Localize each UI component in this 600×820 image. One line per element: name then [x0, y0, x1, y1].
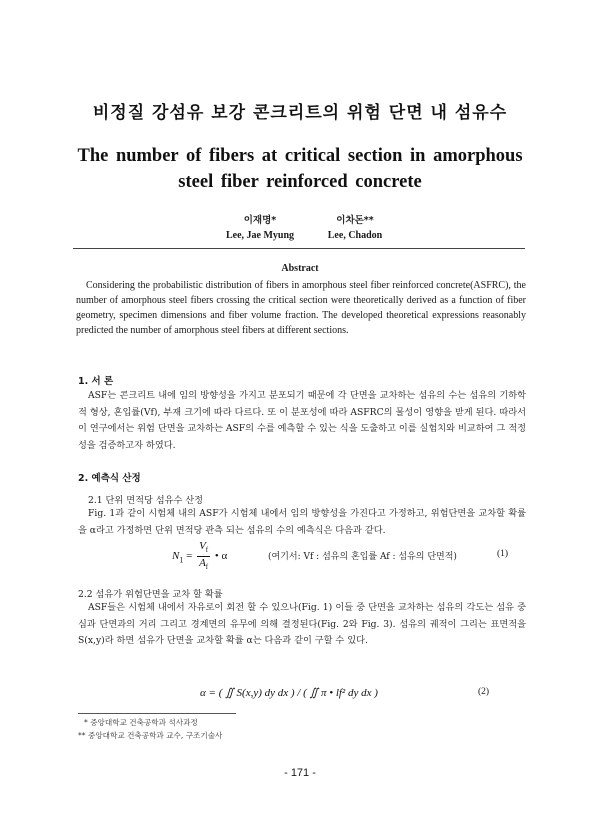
footnote-1: * 중앙대학교 건축공학과 석사과정: [84, 718, 198, 727]
eq1-numerator-sub: f: [205, 546, 209, 555]
eq1-lhs: N: [172, 550, 180, 563]
paper-title-korean: 비정질 강섬유 보강 콘크리트의 위험 단면 내 섬유수: [92, 103, 508, 123]
abstract-text: Considering the probabilistic distribution of fibers in amorphous steel fiber reinforced concrete(ASFRC), the number of amorphous steel fibers crossing the critical section were theoretically derived as a function of fiber geometry, specimen dimensions and fiber volume fraction. The developed theoretical expressions reasonably predicted the number of amorphous steel fibers at different sections.: [76, 280, 526, 336]
page-number: - 171 -: [284, 767, 316, 779]
equation-1-note: (여기서: Vf : 섬유의 혼입률 Af : 섬유의 단면적): [268, 552, 457, 562]
section-1-paragraph: ASF는 콘크리트 내에 임의 방향성을 가지고 분포되기 때문에 각 단면을 교차하는 섬유의 수는 섬유의 기하학적 형상, 혼입률(Vf), 부재 크기에 따라 다르다. 또 이 분포성에 따라 ASFRC의 물성이 영향을 받게 된다. 따라서 이 연구에서는 위험 단면을 교차하는 ASF의 수를 예측할 수 있는 식을 도출하고 이를 실험치와 비교하여 그 적정성을 검증하고자 하였다.: [78, 390, 526, 451]
abstract-heading: Abstract: [281, 263, 319, 274]
subsection-2-2-paragraph: ASF들은 시험체 내에서 자유로이 회전 할 수 있으나(Fig. 1) 이들 중 단면을 교차하는 섬유의 각도는 섬유 중심과 단면과의 거리 그리고 경계면의 유무에 의해 결정된다(Fig. 2와 Fig. 3). 섬유의 궤적이 그리는 표면적을 S(x,y)라 하면 섬유가 단면을 교차할 확률 α는 다음과 같이 구할 수 있다.: [78, 602, 526, 646]
author-2: [305, 212, 405, 241]
eq1-denominator: A: [199, 557, 206, 570]
eq1-lhs-sub: 1: [179, 555, 184, 565]
eq1-numerator: V: [199, 540, 206, 552]
equation-2: α = ( ∬ S(x,y) dy dx ) / ( ∬ π • lf² dy dx ): [200, 687, 378, 699]
eq1-rest: • α: [214, 550, 228, 563]
author-1-name-en: Lee, Jae Myung: [225, 230, 295, 241]
equation-1: $N_1$ = $\frac{V_f}{A_f}$ • α: [172, 540, 228, 572]
section-1-heading: 1. 서 론: [78, 376, 114, 387]
author-2-name-ko: 이차돈**: [336, 215, 374, 226]
eq1-denominator-sub: f: [205, 563, 209, 572]
author-2-name-en: Lee, Chadon: [327, 230, 383, 241]
subsection-2-1-heading: 2.1 단위 면적당 섬유수 산정: [88, 495, 204, 506]
paper-title-english-line1: The number of fibers at critical section in amorphous: [77, 146, 523, 166]
author-1: [210, 212, 310, 241]
equation-1-number: (1): [497, 549, 509, 559]
equation-2-number: (2): [478, 687, 490, 697]
header-divider: [73, 248, 525, 249]
footnote-divider: [78, 713, 236, 714]
paper-title-english-line2: steel fiber reinforced concrete: [178, 172, 422, 192]
subsection-2-2-heading: 2.2 섬유가 위험단면을 교차 할 확률: [78, 589, 223, 600]
footnote-2: ** 중앙대학교 건축공학과 교수, 구조기술사: [78, 731, 223, 740]
author-1-name-ko: 이재명*: [243, 215, 277, 226]
section-2-heading: 2. 예측식 산정: [78, 473, 141, 484]
subsection-2-1-paragraph: Fig. 1과 같이 시험체 내의 ASF가 시험체 내에서 임의 방향성을 가진다고 가정하고, 위험단면을 교차할 확률을 α라고 가정하면 단위 면적당 관측 되는 섬유의 수의 예측식은 다음과 같다.: [78, 508, 526, 536]
eq1-fraction: [197, 540, 210, 573]
